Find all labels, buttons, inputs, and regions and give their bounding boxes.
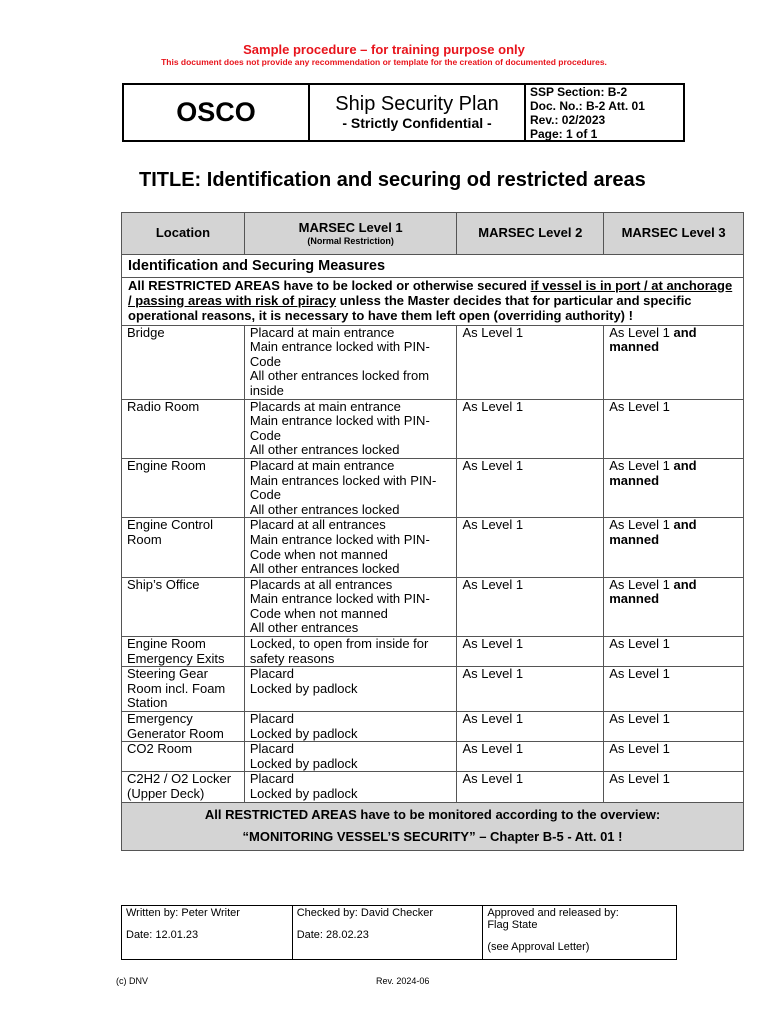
level3-cell [604, 399, 744, 458]
plan-confidential: - Strictly Confidential - [342, 115, 492, 131]
location-line: Emergency Exits [127, 650, 225, 666]
level2-value: As Level 1 [462, 457, 524, 473]
header-location: Location [122, 213, 245, 255]
restricted-areas-table [121, 212, 744, 851]
table-row [122, 458, 744, 517]
level1-cell [244, 772, 457, 802]
level1-cell [244, 712, 457, 742]
header-level1-label: MARSEC Level 1 [298, 220, 403, 236]
checked-cell [292, 906, 483, 960]
location-line: Generator Room [127, 725, 224, 741]
level1-line: inside [249, 382, 284, 398]
location-line: Bridge [127, 324, 165, 340]
level1-line: All other entrances locked [249, 442, 400, 458]
level1-line: Placards at all entrances [249, 576, 393, 592]
location-cell [122, 772, 245, 802]
level3-value: As Level 1 [609, 666, 670, 682]
written-cell [122, 906, 293, 960]
level1-line: Placard [249, 666, 294, 682]
level2-value: As Level 1 [462, 636, 524, 652]
level1-cell [244, 325, 457, 399]
level1-line: Code [249, 427, 281, 443]
monitoring-chapter: – Chapter B-5 - Att. 01 ! [475, 828, 623, 844]
plan-title-block [310, 85, 526, 140]
level3-value: As Level 1 [609, 517, 670, 533]
checked-by: Checked by: David Checker [296, 907, 434, 919]
doc-number: Doc. No.: B-2 Att. 01 [530, 98, 645, 113]
table-row [122, 518, 744, 577]
company-name: OSCO [124, 85, 310, 140]
approval-note: (see Approval Letter) [487, 941, 590, 953]
level1-cell [244, 399, 457, 458]
level3-value: As Level 1 [609, 576, 670, 592]
location-line: (Upper Deck) [127, 786, 205, 801]
level1-line: Code when not manned [249, 546, 388, 562]
level1-cell [244, 637, 457, 667]
monitoring-note [122, 802, 744, 850]
monitoring-reference: “MONITORING VESSEL’S SECURITY” [242, 828, 476, 844]
level2-cell [457, 637, 604, 667]
location-line: Steering Gear [127, 666, 208, 682]
level3-value: As Level 1 [609, 398, 670, 414]
level1-line: Code [249, 487, 281, 503]
measures-text-part1: All RESTRICTED AREAS have to be locked or otherwise secured [128, 277, 531, 293]
location-line: Engine Room [127, 457, 206, 473]
location-line: Emergency [127, 711, 193, 727]
location-cell [122, 325, 245, 399]
approved-by: Flag State [487, 919, 538, 931]
location-cell [122, 742, 245, 772]
document-info [526, 85, 683, 140]
level2-cell [457, 325, 604, 399]
approved-cell [483, 906, 677, 960]
level1-cell [244, 667, 457, 712]
level3-manned: manned [609, 531, 660, 547]
level2-value: As Level 1 [462, 771, 524, 787]
table-row [122, 325, 744, 399]
table-row [122, 667, 744, 712]
level2-cell [457, 518, 604, 577]
level1-line: Main entrance locked with PIN- [249, 413, 430, 429]
level2-value: As Level 1 [462, 741, 524, 757]
level2-cell [457, 667, 604, 712]
plan-title: Ship Security Plan [335, 93, 499, 115]
level1-line: Placards at main entrance [249, 398, 401, 414]
ssp-section: SSP Section: B-2 [530, 84, 628, 99]
location-line: CO2 Room [127, 741, 193, 757]
table-header-row [122, 213, 744, 255]
level1-cell [244, 577, 457, 636]
table-row [122, 712, 744, 742]
location-cell [122, 458, 245, 517]
level3-value: As Level 1 [609, 741, 670, 757]
level3-value: As Level 1 [609, 771, 670, 787]
written-date: Date: 12.01.23 [126, 929, 199, 941]
level2-cell [457, 577, 604, 636]
level1-line: Main entrance locked with PIN- [249, 339, 430, 355]
level3-value: As Level 1 [609, 711, 670, 727]
level2-value: As Level 1 [462, 517, 524, 533]
level1-line: Code [249, 353, 281, 369]
level1-line: All other entrances locked from [249, 368, 430, 384]
level1-line: Locked by padlock [249, 755, 358, 771]
level3-manned: manned [609, 339, 660, 355]
header-level2: MARSEC Level 2 [457, 213, 604, 255]
level3-manned: manned [609, 591, 660, 607]
level1-cell [244, 742, 457, 772]
level3-and: and [673, 457, 697, 473]
level2-cell [457, 772, 604, 802]
monitoring-note-line2 [126, 826, 739, 848]
header-level1-sub: (Normal Restriction) [307, 235, 394, 246]
table-row [122, 577, 744, 636]
level3-cell [604, 742, 744, 772]
level3-value: As Level 1 [609, 636, 670, 652]
table-row [122, 399, 744, 458]
location-line: Room incl. Foam [127, 680, 226, 696]
level3-cell [604, 518, 744, 577]
measures-heading-row [122, 255, 744, 278]
location-line: Room [127, 531, 162, 547]
page-number: Page: 1 of 1 [530, 126, 598, 141]
location-cell [122, 712, 245, 742]
monitoring-note-row [122, 802, 744, 850]
level3-and: and [673, 576, 697, 592]
level1-line: Locked by padlock [249, 725, 358, 741]
measures-text-part3: unless the Master decides that for particular and specific operational reasons, it is necessary to have them left open (overriding authority) ! [128, 292, 692, 323]
level1-line: All other entrances [249, 620, 359, 636]
level1-line: safety reasons [249, 650, 335, 666]
level3-manned: manned [609, 472, 660, 488]
training-notice: Sample procedure – for training purpose only [243, 42, 525, 57]
level2-value: As Level 1 [462, 398, 524, 414]
measures-heading: Identification and Securing Measures [122, 255, 744, 278]
level1-cell [244, 518, 457, 577]
header-level3: MARSEC Level 3 [604, 213, 744, 255]
footer-revision: Rev. 2024-06 [376, 976, 430, 986]
level1-line: Code when not manned [249, 605, 388, 621]
level1-line: Main entrance locked with PIN- [249, 591, 430, 607]
location-cell [122, 667, 245, 712]
measures-text [122, 277, 744, 325]
level1-line: Placard at main entrance [249, 457, 395, 473]
level2-cell [457, 458, 604, 517]
level3-cell [604, 325, 744, 399]
level2-cell [457, 742, 604, 772]
location-line: Ship’s Office [127, 576, 200, 592]
location-cell [122, 637, 245, 667]
level2-value: As Level 1 [462, 666, 524, 682]
signature-table [121, 905, 677, 960]
location-line: C2H2 / O2 Locker [127, 771, 232, 787]
location-line: Station [127, 695, 168, 711]
level1-line: Placard at main entrance [249, 324, 395, 340]
table-row [122, 742, 744, 772]
level3-value: As Level 1 [609, 457, 670, 473]
level3-and: and [673, 517, 697, 533]
location-cell [122, 399, 245, 458]
level1-line: Main entrance locked with PIN- [249, 531, 430, 547]
location-line: Engine Control [127, 517, 213, 533]
written-by: Written by: Peter Writer [126, 907, 240, 919]
measures-text-underlined: if vessel is in port / at anchorage / passing areas with risk of piracy [128, 277, 733, 308]
level3-cell [604, 667, 744, 712]
header-level1 [244, 213, 457, 255]
level1-line: All other entrances locked [249, 501, 400, 517]
table-row [122, 637, 744, 667]
level1-line: Locked, to open from inside for [249, 636, 429, 652]
level3-cell [604, 712, 744, 742]
level1-line: Placard [249, 711, 294, 727]
location-line: Radio Room [127, 398, 200, 414]
document-header [122, 83, 685, 142]
level1-line: All other entrances locked [249, 561, 400, 577]
level3-value: As Level 1 [609, 324, 670, 340]
level2-cell [457, 399, 604, 458]
approved-by-label: Approved and released by: [487, 907, 619, 919]
checked-date: Date: 28.02.23 [296, 929, 369, 941]
location-line: Engine Room [127, 636, 206, 652]
location-cell [122, 518, 245, 577]
level1-line: Placard [249, 741, 294, 757]
level1-line: Placard [249, 771, 294, 787]
monitoring-note-line1: All RESTRICTED AREAS have to be monitored according to the overview: [204, 806, 661, 822]
level1-line: Placard at all entrances [249, 517, 386, 533]
level2-value: As Level 1 [462, 711, 524, 727]
location-cell [122, 577, 245, 636]
level2-value: As Level 1 [462, 576, 524, 592]
level1-cell [244, 458, 457, 517]
disclaimer-notice: This document does not provide any recommendation or template for the creation of documented procedures. [161, 57, 607, 67]
revision: Rev.: 02/2023 [530, 112, 606, 127]
level1-line: Locked by padlock [249, 680, 358, 696]
level3-cell [604, 458, 744, 517]
level3-cell [604, 637, 744, 667]
measures-text-row [122, 277, 744, 325]
level2-value: As Level 1 [462, 324, 524, 340]
table-row [122, 772, 744, 802]
level3-cell [604, 577, 744, 636]
document-title: TITLE: Identification and securing od restricted areas [139, 169, 646, 191]
level1-line: Main entrances locked with PIN- [249, 472, 437, 488]
copyright: (c) DNV [116, 976, 148, 986]
level2-cell [457, 712, 604, 742]
level3-cell [604, 772, 744, 802]
level1-line: Locked by padlock [249, 786, 358, 801]
level3-and: and [673, 324, 697, 340]
